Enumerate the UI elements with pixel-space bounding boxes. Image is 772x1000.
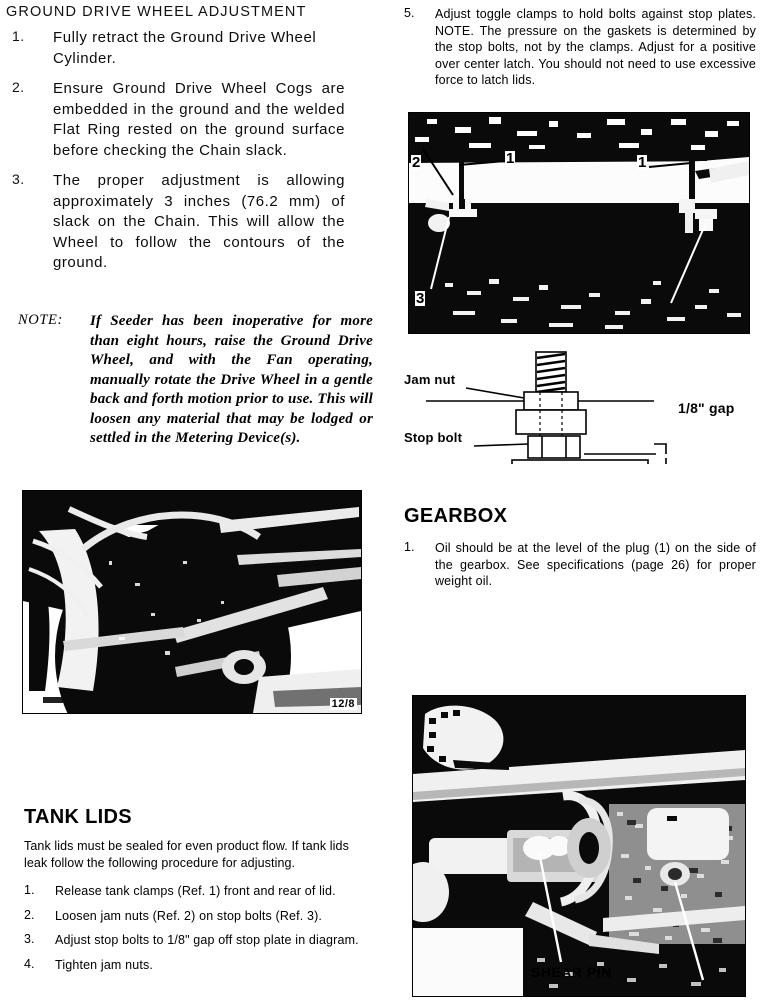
list-item-number: 1. [12, 28, 25, 44]
list-item-number: 3. [12, 171, 25, 187]
list-item-number: 2. [12, 79, 25, 95]
tank-lids-steps-list [24, 883, 369, 981]
list-item-number: 1. [404, 540, 415, 554]
list-item-number: 5. [404, 6, 415, 20]
ground-drive-wheel-photo [22, 490, 362, 714]
note-label: NOTE: [18, 312, 63, 328]
gearbox-steps-list [404, 540, 756, 598]
photo-callout-1-left: 1 [506, 150, 515, 167]
list-item-number: 4. [24, 956, 35, 971]
toggle-clamp-step-list [404, 6, 756, 97]
photo-artwork [409, 113, 749, 333]
list-item [24, 883, 369, 900]
list-item-text: Release tank clamps (Ref. 1) front and rear of lid. [55, 884, 336, 898]
photo-callout-1-right: 1 [638, 154, 647, 171]
tank-lids-intro: Tank lids must be sealed for even product flow. If tank lids leak follow the following procedure for adjusting. [24, 839, 349, 870]
note-text: If Seeder has been inoperative for more than eight hours, raise the Ground Drive Wheel, and with the Fan operating, manually rotate the Drive Wheel in a gentle back and forth motion prior to use. This will loosen any material that may be lodged or settled in the Metering Device(s). [90, 313, 373, 446]
toggle-clamp-photo [408, 112, 750, 334]
list-item [404, 540, 756, 590]
gearbox-shear-pin-photo [412, 695, 746, 997]
list-item-text: Oil should be at the level of the plug (1) on the side of the gearbox. See specifications (page 26) for proper weight oil. [435, 541, 756, 588]
photo-label-shear-pin: SHEAR PIN [531, 964, 612, 980]
note-block [18, 312, 373, 449]
list-item-text: Tighten jam nuts. [55, 957, 153, 972]
diagram-label-jam-nut: Jam nut [404, 372, 456, 387]
list-item-number: 1. [24, 883, 35, 897]
ground-drive-steps-list [12, 28, 352, 284]
list-item [12, 28, 352, 69]
list-item-text: Adjust toggle clamps to hold bolts against stop plates. NOTE. The pressure on the gaskets is determined by the stop bolts, not by the clamps. Adjust for a positive over center latch. You should not need to use excessive force to latch lids. [435, 7, 756, 87]
photo-callout-2: 2 [412, 154, 421, 171]
diagram-label-gap: 1/8" gap [678, 400, 735, 416]
list-item-text: The proper adjustment is allowing approximately 3 inches (76.2 mm) of slack on the Chain. This will allow the Wheel to follow the contours of the ground. [53, 172, 345, 271]
list-item-text: Loosen jam nuts (Ref. 2) on stop bolts (Ref. 3). [55, 908, 323, 923]
list-item-text: Fully retract the Ground Drive Wheel Cylinder. [53, 29, 317, 67]
section-heading-gearbox: GEARBOX [404, 505, 508, 527]
list-item [24, 932, 369, 949]
photo-artwork [23, 491, 361, 713]
section-heading-ground-drive-wheel-adjustment: GROUND DRIVE WHEEL ADJUSTMENT [6, 4, 307, 20]
list-item-number: 3. [24, 932, 35, 946]
jam-nut-stop-bolt-diagram [404, 348, 760, 464]
list-item [24, 957, 369, 974]
list-item [12, 171, 352, 274]
photo-callout-3: 3 [416, 290, 425, 307]
list-item [12, 79, 352, 161]
diagram-label-stop-bolt: Stop bolt [404, 430, 463, 445]
list-item-number: 2. [24, 907, 35, 922]
list-item [404, 6, 756, 89]
list-item [24, 908, 369, 925]
photo-artwork [413, 696, 745, 996]
section-heading-tank-lids: TANK LIDS [24, 806, 132, 828]
list-item-text: Ensure Ground Drive Wheel Cogs are embedded in the ground and the welded Flat Ring rested on the ground surface before checking the Chain slack. [53, 80, 345, 159]
list-item-text: Adjust stop bolts to 1/8" gap off stop plate in diagram. [55, 933, 359, 947]
photo-corner-stamp: 12/8 [331, 698, 355, 710]
right-column [386, 0, 772, 1000]
